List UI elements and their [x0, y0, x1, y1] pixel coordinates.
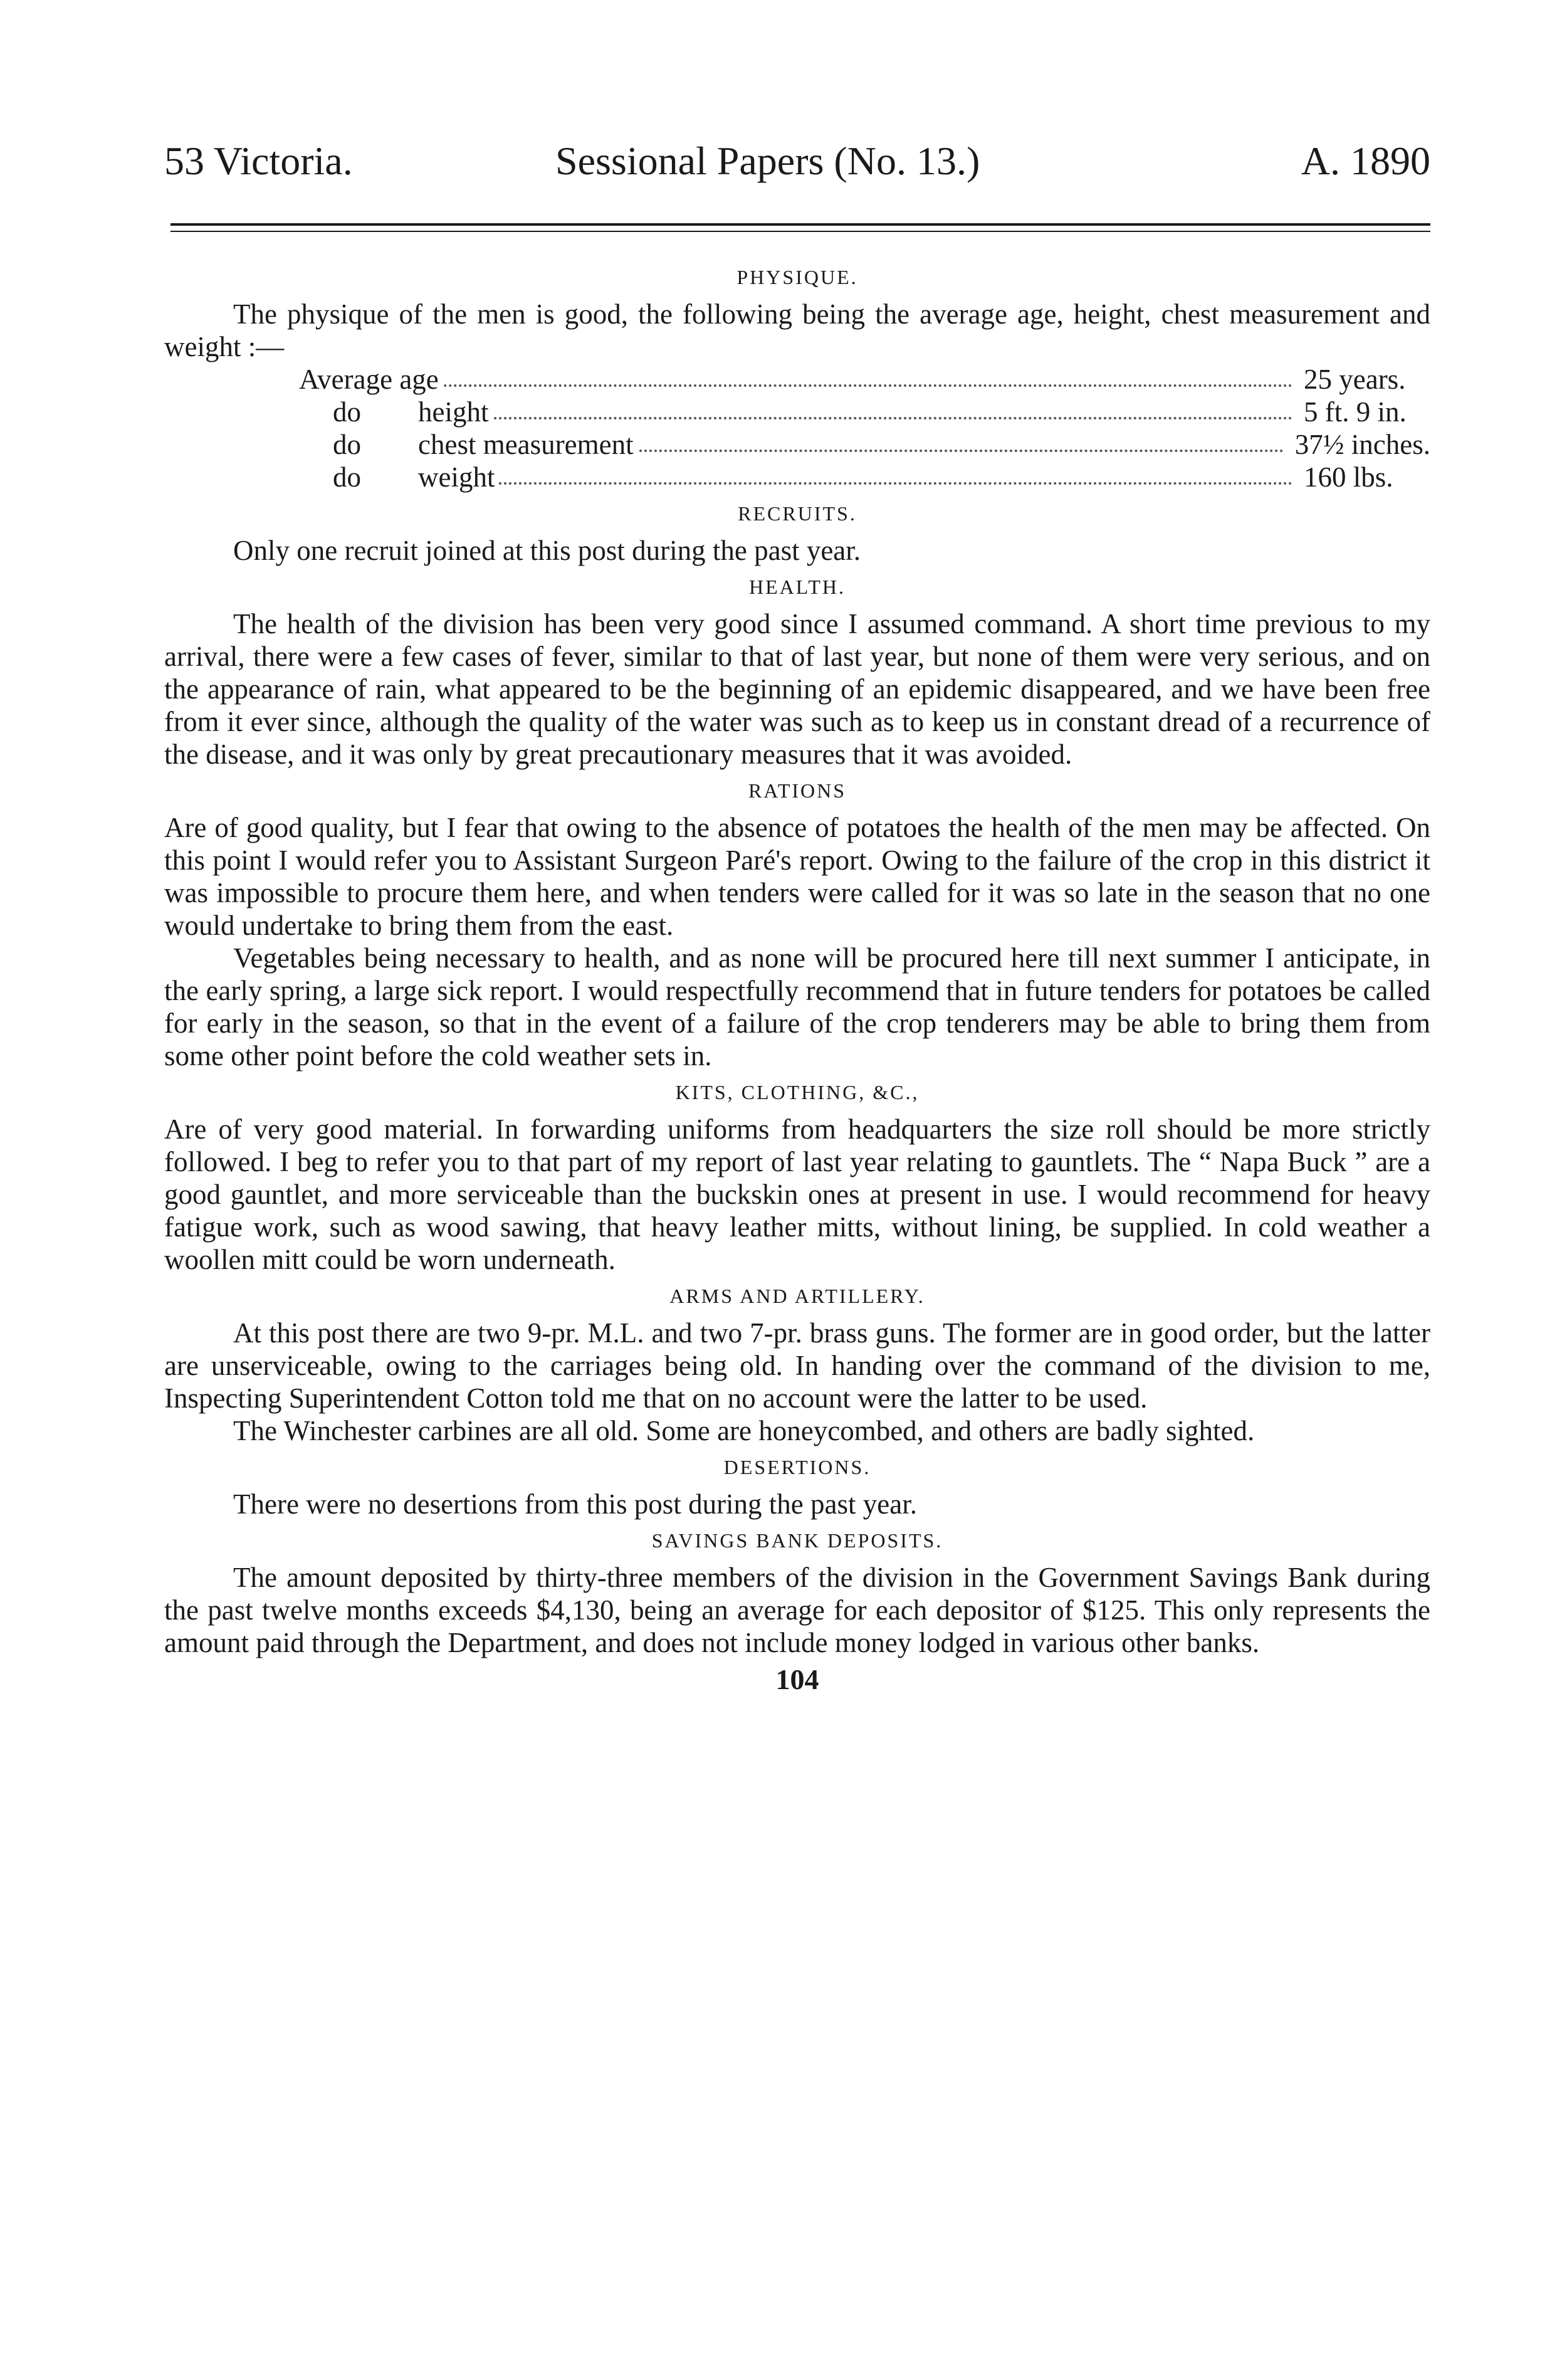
stat-value: 37½ inches.: [1294, 429, 1430, 460]
stat-label: height: [418, 396, 489, 428]
stat-value: 160 lbs.: [1304, 461, 1393, 493]
stat-row-age: [299, 363, 1430, 396]
heading-rations: RATIONS: [748, 779, 847, 802]
stat-prefix: Average: [299, 364, 393, 395]
stat-label: chest measurement: [418, 429, 634, 460]
heading-recruits: RECRUITS.: [738, 502, 857, 525]
stat-row-weight: [299, 461, 1430, 493]
kits-text: Are of very good material. In forwarding uniforms from headquarters the size roll should be more strictly followed. I beg to refer you to that part of my report of last year relating to gauntlets. The “ Napa Buck ” are a good gauntlet, and more serviceable than the buckskin ones at present in use. I would recommend for heavy fatigue work, such as wood sawing, that heavy leather mitts, without lining, be supplied. In cold weather a woollen mitt could be worn underneath.: [164, 1114, 1430, 1275]
running-header: [164, 125, 1430, 201]
stat-prefix: do: [333, 429, 361, 460]
section-recruits: [164, 493, 1430, 567]
rations-text-2: Vegetables being necessary to health, and as none will be procured here till next summer I anticipate, in the early spring, a large sick report. I would respectfully recommend that in future tenders for potatoes be called for early in the season, so that in the event of a failure of the crop tenderers may be able to bring them from some other point before the cold weather sets in.: [164, 942, 1430, 1072]
header-left: 53 Victoria.: [164, 139, 353, 183]
stat-label: weight: [418, 461, 495, 493]
arms-text-2: The Winchester carbines are all old. Some are honeycombed, and others are badly sighted.: [233, 1415, 1255, 1446]
arms-text-1: At this post there are two 9-pr. M.L. and two 7-pr. brass guns. The former are in good order, but the latter are unserviceable, owing to the carriages being old. In handing over the command of the division to me, Inspecting Superintendent Cotton told me that on no account were the latter to be used.: [164, 1317, 1430, 1414]
header-right: A. 1890: [1301, 139, 1430, 183]
stat-value: 5 ft. 9 in.: [1304, 396, 1407, 428]
rations-text-1: Are of good quality, but I fear that owing to the absence of potatoes the health of the men may be affected. On this point I would refer you to Assistant Surgeon Paré's report. Owing to the failure of the crop in this district it was impossible to procure them here, and when tenders were called for it was so late in the season that no one would undertake to bring them from the east.: [164, 812, 1430, 941]
heading-savings: SAVINGS BANK DEPOSITS.: [651, 1529, 943, 1552]
heading-health: HEALTH.: [748, 576, 846, 598]
stat-prefix: do: [333, 396, 361, 428]
section-savings: [164, 1520, 1430, 1659]
desertions-text: There were no desertions from this post during the past year.: [233, 1488, 917, 1520]
section-kits: [164, 1072, 1430, 1276]
stat-value: 25 years.: [1304, 364, 1406, 395]
header-rule: [170, 223, 1430, 226]
header-center: Sessional Papers (No. 13.): [555, 139, 980, 183]
stat-label: age: [399, 364, 439, 395]
heading-physique: PHYSIQUE.: [736, 266, 858, 288]
savings-text: The amount deposited by thirty-three members of the division in the Government Savings Bank during the past twelve months exceeds $4,130, being an average for each depositor of $125. This only represents the amount paid through the Department, and does not include money lodged in various other banks.: [164, 1562, 1430, 1658]
page-number: 104: [775, 1663, 819, 1695]
section-physique: [164, 257, 1430, 493]
physique-intro: The physique of the men is good, the following being the average age, height, chest measurement and weight :—: [164, 298, 1430, 362]
heading-desertions: DESERTIONS.: [723, 1456, 871, 1478]
stat-row-chest: [299, 428, 1430, 461]
heading-kits: KITS, CLOTHING, &C.,: [675, 1081, 920, 1103]
stat-prefix: do: [333, 461, 361, 493]
section-rations: [164, 771, 1430, 1072]
stat-row-height: [299, 396, 1430, 428]
section-arms: [164, 1276, 1430, 1447]
recruits-text: Only one recruit joined at this post during the past year.: [233, 535, 861, 566]
report-body: [164, 257, 1430, 1696]
section-desertions: [164, 1447, 1430, 1520]
section-health: [164, 567, 1430, 771]
heading-arms: ARMS AND ARTILLERY.: [669, 1285, 925, 1307]
health-text: The health of the division has been very good since I assumed command. A short time previous to my arrival, there were a few cases of fever, similar to that of last year, but none of them were very serious, and on the appearance of rain, what appeared to be the beginning of an epidemic disappeared, and we have been free from it ever since, although the quality of the water was such as to keep us in constant dread of a recurrence of the disease, and it was only by great precautionary measures that it was avoided.: [164, 608, 1430, 770]
header-rule-thin: [170, 231, 1430, 232]
physique-stats: [164, 363, 1430, 493]
